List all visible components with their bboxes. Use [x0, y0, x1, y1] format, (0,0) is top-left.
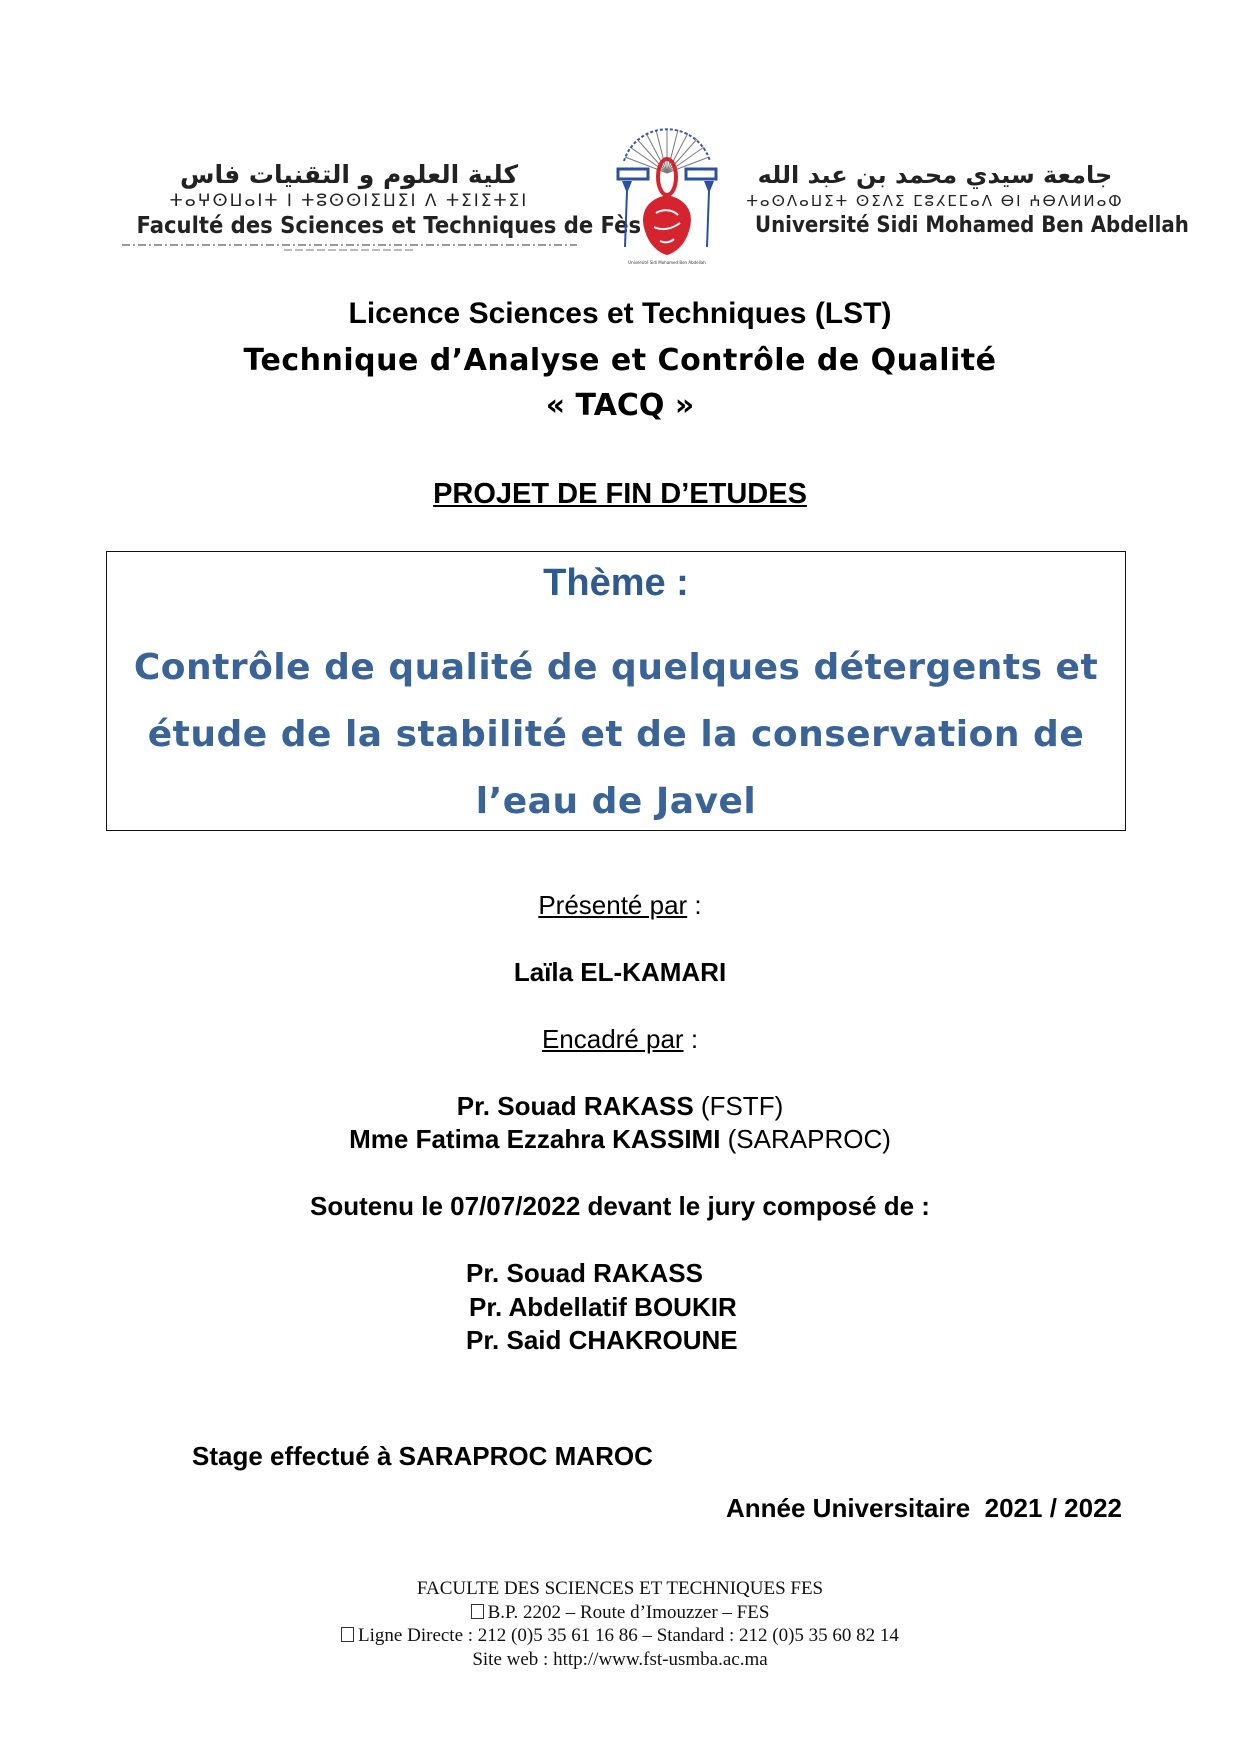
jury-member: Pr. Abdellatif BOUKIR [469, 1292, 737, 1322]
document-type-heading: PROJET DE FIN D’ETUDES [433, 478, 807, 510]
supervisor-1 [0, 1089, 1240, 1123]
footer-address: B.P. 2202 – Route d’Imouzzer – FES [487, 1601, 770, 1623]
academic-year: Année Universitaire 2021 / 2022 [725, 1493, 1122, 1523]
theme-box [106, 551, 1126, 831]
theme-title: Contrôle de qualité de quelques détergents et étude de la stabilité et de la conservation de l’eau de Javel [133, 647, 1099, 822]
supervisor-name: Mme Fatima Ezzahra KASSIMI [349, 1124, 721, 1154]
university-name-french: Université Sidi Mohamed Ben Abdellah [755, 213, 1189, 238]
footer [0, 1577, 1240, 1671]
footer-address-line [0, 1601, 1240, 1625]
presented-by-text: Présenté par [538, 890, 688, 920]
supervised-by-label [0, 1023, 1240, 1055]
university-logo [735, 160, 1189, 240]
theme-label: Thème : [543, 562, 689, 604]
phone-icon [341, 1627, 354, 1642]
jury-member: Pr. Said CHAKROUNE [466, 1325, 738, 1355]
supervisor-affiliation: (SARAPROC) [720, 1124, 891, 1154]
specialty-abbreviation: « TACQ » [545, 388, 695, 423]
internship-location: Stage effectué à SARAPROC MAROC [192, 1441, 653, 1471]
supervised-by-text: Encadré par [541, 1024, 684, 1054]
university-name-arabic: جامعة سيدي محمد بن عبد الله [757, 161, 1113, 189]
faculty-logo-divider-short [284, 249, 414, 251]
specialty-title: Technique d’Analyse et Contrôle de Qualité [243, 343, 997, 378]
footer-institution: FACULTE DES SCIENCES ET TECHNIQUES FES [416, 1578, 824, 1599]
university-emblem-icon [612, 115, 722, 267]
faculty-name-tifinagh: ⵜⴰⵖⵙⵡⴰⵏⵜ ⵏ ⵜⵓⵙⵙⵏⵉⵡⵉⵏ ⴷ ⵜⵉⵏⵉⵜⵉⵏ [169, 191, 529, 211]
degree-title: Licence Sciences et Techniques (LST) [348, 297, 892, 330]
footer-phone-line [0, 1624, 1240, 1648]
mailbox-icon [471, 1604, 484, 1619]
faculty-logo [118, 160, 642, 251]
faculty-logo-divider [122, 244, 577, 246]
presented-by-colon: : [687, 890, 702, 920]
supervisor-affiliation: (FSTF) [693, 1091, 784, 1121]
jury-member: Pr. Souad RAKASS [466, 1258, 703, 1288]
footer-phone: Ligne Directe : 212 (0)5 35 61 16 86 – Standard : 212 (0)5 35 60 82 14 [358, 1625, 899, 1646]
footer-website: Site web : http://www.fst-usmba.ac.ma [472, 1648, 768, 1670]
defense-statement: Soutenu le 07/07/2022 devant le jury composé de : [310, 1191, 930, 1221]
faculty-name-french: Faculté des Sciences et Techniques de Fès [136, 213, 642, 239]
supervisor-2 [0, 1122, 1240, 1156]
faculty-name-arabic: كلية العلوم و التقنيات فاس [179, 160, 519, 189]
university-name-tifinagh: ⵜⴰⵙⴷⴰⵡⵉⵜ ⵙⵉⴷⵉ ⵎⵓⵃⵎⵎⴰⴷ ⴱⵏ ⵄⴱⴷⵍⵍⴰⵀ [746, 192, 1124, 210]
svg-text:Université Sidi Mohamed Ben Ab: Université Sidi Mohamed Ben Abdellah [628, 260, 706, 265]
supervised-by-colon: : [683, 1024, 699, 1054]
student-name: Laïla EL-KAMARI [513, 957, 727, 987]
supervisor-name: Pr. Souad RAKASS [456, 1091, 694, 1121]
presented-by-label [0, 889, 1240, 921]
